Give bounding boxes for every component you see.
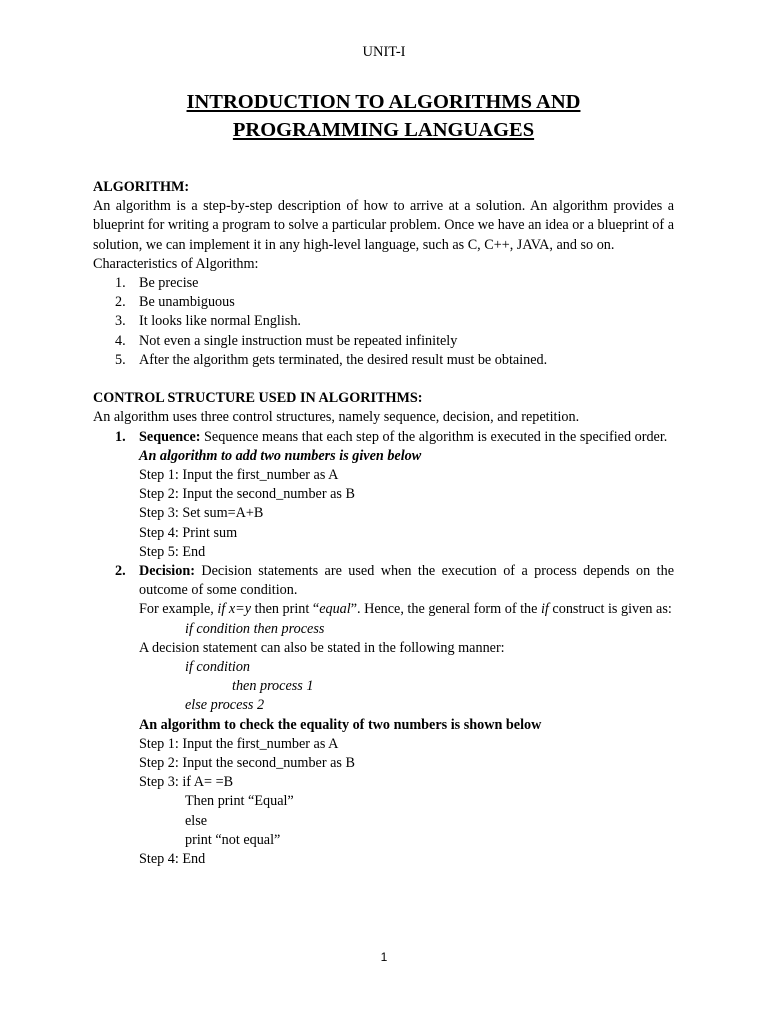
decision-else: else — [185, 812, 208, 829]
list-item-number: 2. — [115, 294, 126, 311]
list-item-text: Be precise — [139, 275, 199, 292]
list-item — [93, 312, 674, 331]
characteristics-heading: Characteristics of Algorithm: — [93, 255, 259, 272]
decision-alt-then: then process 1 — [232, 678, 314, 695]
sequence-step: Step 5: End — [139, 543, 206, 560]
sequence-example-title: An algorithm to add two numbers is given below — [139, 447, 422, 464]
sequence-step: Step 2: Input the second_number as B — [139, 486, 355, 503]
decision-alt-if: if condition — [185, 659, 251, 676]
sequence-description — [139, 428, 674, 447]
list-item-text: After the algorithm gets terminated, the desired result must be obtained. — [139, 351, 548, 368]
decision-item — [93, 562, 674, 869]
decision-print-not-equal: print “not equal” — [185, 831, 281, 848]
page-number: 1 — [380, 950, 388, 964]
algorithm-paragraph: An algorithm is a step-by-step description of how to arrive at a solution. An algorithm provides a blueprint for writing a program to solve a particular problem. Once we have an idea or a blueprint of a solution, we can implement it in any high-level language, such as C, C++, JAVA, and so on. — [93, 198, 674, 253]
decision-example: For example, if x=y then print “equal”. Hence, the general form of the if construct is given as: — [139, 601, 672, 618]
list-item — [93, 332, 674, 351]
decision-alt-intro: A decision statement can also be stated in the following manner: — [139, 639, 505, 656]
unit-label: UNIT-I — [362, 44, 406, 60]
title-line-1: INTRODUCTION TO ALGORITHMS AND — [186, 91, 581, 113]
document-body — [93, 178, 674, 869]
decision-label: Decision: — [139, 563, 195, 580]
decision-description — [139, 562, 674, 600]
spacer — [93, 370, 674, 389]
decision-text: Decision statements are used when the execution of a process depends on the outcome of some condition. — [139, 563, 674, 599]
sequence-step: Step 1: Input the first_number as A — [139, 467, 339, 484]
control-structure-list — [93, 428, 674, 870]
title-line-2: PROGRAMMING LANGUAGES — [232, 119, 535, 141]
characteristics-list — [93, 274, 674, 370]
list-item — [93, 274, 674, 293]
sequence-label: Sequence: — [139, 428, 201, 445]
control-structure-intro: An algorithm uses three control structures, namely sequence, decision, and repetition. — [93, 409, 580, 426]
decision-alt-else: else process 2 — [185, 697, 265, 714]
list-item-number: 1. — [115, 275, 126, 292]
list-item-number: 5. — [115, 351, 126, 368]
list-item-number: 2. — [115, 563, 126, 580]
list-item-text: Be unambiguous — [139, 294, 235, 311]
list-item-text: It looks like normal English. — [139, 313, 301, 330]
sequence-step: Step 4: Print sum — [139, 524, 238, 541]
control-structure-heading: CONTROL STRUCTURE USED IN ALGORITHMS: — [93, 390, 423, 407]
decision-step: Step 4: End — [139, 851, 206, 868]
list-item — [93, 293, 674, 312]
list-item-number: 3. — [115, 313, 126, 330]
sequence-item — [93, 428, 674, 562]
decision-step: Step 2: Input the second_number as B — [139, 755, 355, 772]
list-item-number: 4. — [115, 332, 126, 349]
list-item-text: Not even a single instruction must be repeated infinitely — [139, 332, 458, 349]
decision-general-form: if condition then process — [185, 620, 325, 637]
decision-step: Step 1: Input the first_number as A — [139, 735, 339, 752]
sequence-step: Step 3: Set sum=A+B — [139, 505, 264, 522]
list-item — [93, 351, 674, 370]
sequence-text: Sequence means that each step of the algorithm is executed in the specified order. — [200, 428, 668, 445]
decision-example-title: An algorithm to check the equality of two numbers is shown below — [139, 716, 542, 733]
list-item-number: 1. — [115, 428, 126, 445]
page-title — [93, 88, 674, 144]
algorithm-heading: ALGORITHM: — [93, 179, 190, 195]
decision-step: Step 3: if A= =B — [139, 774, 234, 791]
decision-then-print: Then print “Equal” — [185, 793, 294, 810]
